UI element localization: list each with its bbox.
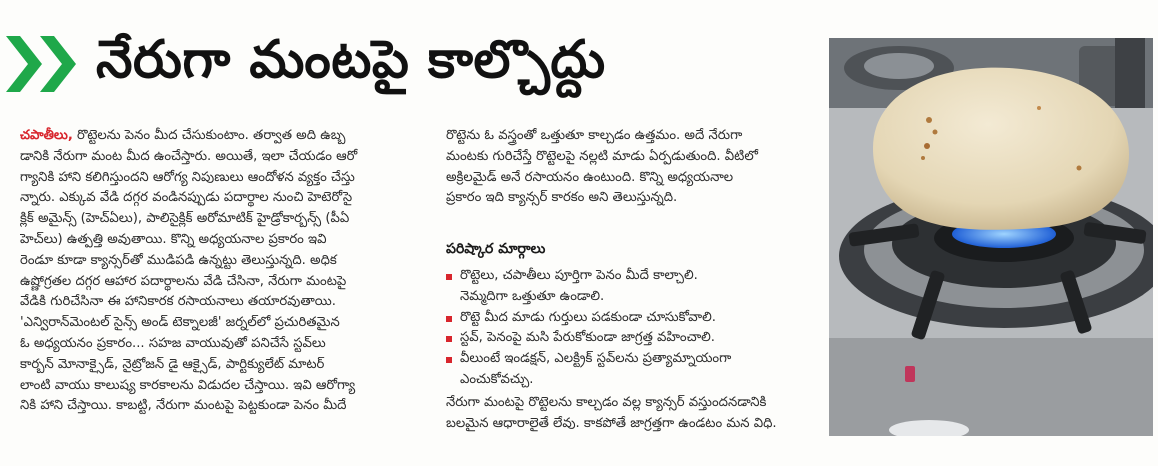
body-line: కార్బన్ మోనాక్సైడ్, నైట్రోజన్ డై ఆక్సైడ్, పార్టిక్యులేట్ మాటర్ — [20, 356, 325, 372]
body-line: డానికి నేరుగా మంట మీద ఉంచేస్తారు. అయితే, ఇలా చేయడం ఆరో — [20, 148, 358, 164]
tips-list — [446, 266, 818, 391]
body-line: ప్రకారం ఇది క్యాన్సర్ కారకం అని తెలుస్తున్నది. — [446, 190, 678, 206]
bullet-line: నెమ్మదిగా ఒత్తుతూ ఉండాలి. — [460, 288, 605, 304]
closing-paragraph — [446, 393, 818, 435]
body-line: 'ఎన్విరాన్‌మెంటల్ సైన్స్ అండ్ టెక్నాలజీ' జర్నల్‌లో ప్రచురితమైన — [20, 315, 340, 331]
bullet-line: రొట్టెలు, చపాతీలు పూర్తిగా పెనం మీదే కాల్చాలి. — [460, 267, 698, 283]
body-line: అక్రిలమైడ్ అనే రసాయనం ఉంటుంది. కొన్ని అధ్యయనాల — [446, 169, 734, 185]
body-line: హెచ్‌లు) ఉత్పత్తి అవుతాయి. కొన్ని అధ్యయనాల ప్రకారం ఇవి — [20, 231, 327, 247]
body-line: వేడికి గురిచేసినా ఈ హానికారక రసాయనాలు తయారవుతాయి. — [20, 294, 336, 310]
bullet-line: రొట్టె మీద మాడు గుర్తులు పడకుండా చూసుకోవాలి. — [460, 309, 716, 325]
left-first-line — [20, 126, 420, 147]
first-line-text: రొట్టెలను పెనం మీద చేసుకుంటాం. తర్వాత అది ఉబ్బ — [72, 128, 346, 143]
middle-column — [446, 126, 818, 434]
body-line: న్నారు. ఎక్కువ వేడి దగ్గర వండినప్పుడు పదార్థాల నుంచి హెటెరోసై — [20, 190, 353, 206]
lead-word: చపాతీలు, — [20, 128, 73, 143]
left-column — [20, 126, 420, 417]
body-line: క్లిక్ అమైన్స్ (హెచ్ఏలు), పాలిసైక్లిక్ అరోమాటిక్ హైడ్రోకార్బన్స్ (పీఏ — [20, 211, 350, 227]
subheading: పరిష్కార మార్గాలు — [446, 241, 546, 258]
body-line: ఉష్ణోగ్రతల దగ్గర ఆహార పదార్థాలను వేడి చేసినా, నేరుగా మంటపై — [20, 273, 347, 289]
list-item — [446, 349, 818, 391]
roti-on-stove-photo — [829, 38, 1153, 436]
body-line: లాంటి వాయు కాలుష్య కారకాలను విడుదల చేస్తాయి. ఇవి ఆరోగ్యా — [20, 377, 356, 393]
bullet-line: స్టవ్, పెనంపై మసి పేరుకోకుండా జాగ్రత్త వహించాలి. — [460, 330, 715, 346]
list-item — [446, 328, 818, 349]
body-line: బలమైన ఆధారాలైతే లేవు. కాకపోతే జాగ్రత్తగా ఉండటం మన విధి. — [446, 415, 777, 431]
body-line: మంటకు గురిచేస్తే రొట్టెలపై నల్లటి మాడు ఏర్పడుతుంది. వీటిలో — [446, 148, 758, 164]
body-line: నికి హాని చేస్తాయి. కాబట్టి, నేరుగా మంటపై పెట్టకుండా పెనం మీదే — [20, 398, 347, 414]
headline: నేరుగా మంటపై కాల్చొద్దు — [96, 30, 606, 90]
double-chevron-right-icon — [6, 36, 84, 92]
photo-illustration — [829, 38, 1153, 436]
list-item — [446, 266, 818, 308]
body-line: నేరుగా మంటపై రొట్టెలను కాల్చడం వల్ల క్యాన్సర్ వస్తుందనడానికి — [446, 394, 767, 410]
body-line: రెండూ కూడా క్యాన్సర్‌తో ముడిపడి ఉన్నట్టు తెలుస్తున్నది. అధిక — [20, 252, 337, 268]
body-line: రొట్టెను ఓ వస్త్రంతో ఒత్తుతూ కాల్చడం ఉత్తమం. అదే నేరుగా — [446, 128, 743, 143]
list-item — [446, 308, 818, 329]
body-line: గ్యానికి హాని కలిగిస్తుందని ఆరోగ్య నిపుణులు ఆందోళన వ్యక్తం చేస్తు — [20, 169, 355, 185]
body-line: ఓ అధ్యయనం ప్రకారం... సహజ వాయువుతో పనిచేసే స్టవ్‌లు — [20, 335, 326, 351]
bullet-line: ఎంచుకోవచ్చు. — [460, 371, 534, 387]
bullet-line: వీలుంటే ఇండక్షన్, ఎలక్ట్రిక్ స్టవ్‌లను ప్రత్యామ్నాయంగా — [460, 351, 732, 367]
article-header — [0, 0, 820, 120]
